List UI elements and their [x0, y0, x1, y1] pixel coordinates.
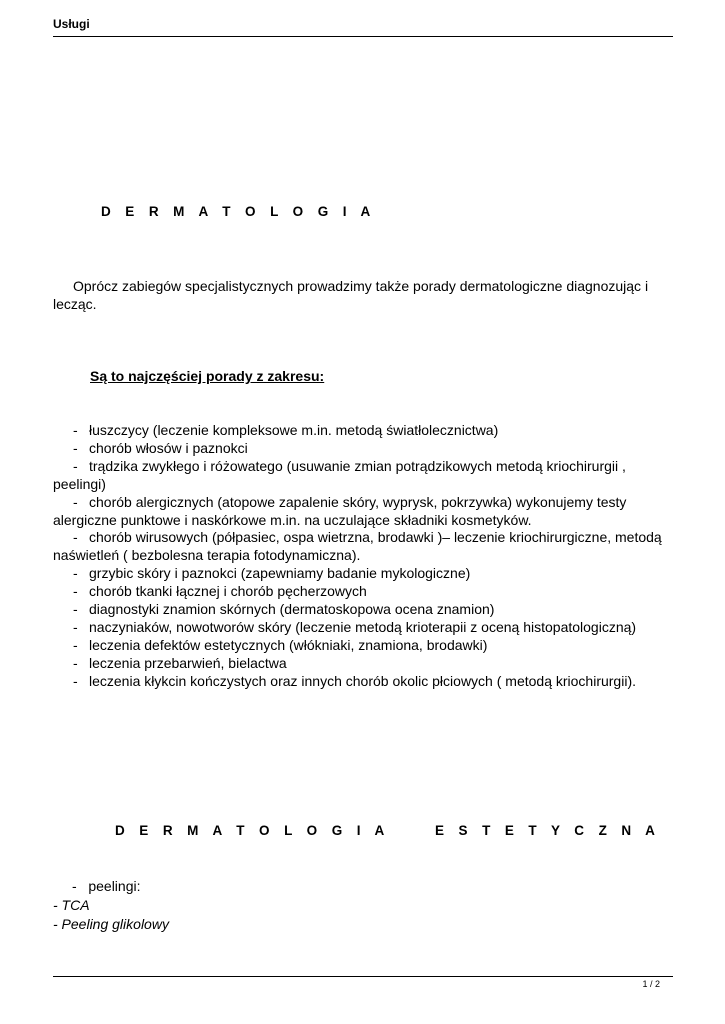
list-dash: - [73, 493, 78, 510]
page-number: 1 / 2 [642, 979, 660, 989]
list-dash: - [73, 618, 78, 635]
peelings-list [53, 877, 169, 934]
page-header-title: Usługi [53, 17, 90, 31]
list-dash: - [73, 439, 78, 456]
list-dash: - [73, 654, 78, 671]
list-item: - łuszczycy (leczenie kompleksowe m.in. metodą światłolecznictwa) [53, 422, 675, 440]
list-dash: - [73, 583, 78, 600]
list-item: - leczenia defektów estetycznych (włókniaki, znamiona, brodawki) [53, 637, 675, 655]
list-item: - naczyniaków, nowotworów skóry (leczenie metodą krioterapii z oceną histopatologiczną) [53, 619, 675, 637]
list-dash: - [73, 601, 78, 618]
list-item: - chorób alergicznych (atopowe zapalenie skóry, wyprysk, pokrzywka) wykonujemy testy alergiczne punktowe i naskórkowe m.in. na uczulające składniki kosmetyków. [53, 493, 627, 528]
list-item: - chorób wirusowych (półpasiec, ospa wietrzna, brodawki )– leczenie kriochirurgiczne, metodą naświetleń ( bezbolesna terapia fotodynamiczna). [53, 529, 662, 564]
intro-paragraph: Oprócz zabiegów specjalistycznych prowadzimy także porady dermatologiczne diagnozując i lecząc. [53, 278, 649, 312]
list-item: - leczenia kłykcin kończystych oraz innych chorób okolic płciowych ( metodą kriochirurgii). [53, 673, 675, 691]
list-subheading: Są to najczęściej porady z zakresu: [90, 368, 325, 384]
list-subitem-peeling-glikolowy: - Peeling glikolowy [53, 916, 169, 932]
list-dash: - [73, 422, 78, 438]
list-item: - grzybic skóry i paznokci (zapewniamy badanie mykologiczne) [53, 565, 675, 583]
list-item: - leczenia przebarwień, bielactwa [53, 655, 675, 673]
list-item: - chorób tkanki łącznej i chorób pęcherzowych [53, 583, 675, 601]
list-item: - chorób włosów i paznokci [53, 440, 675, 458]
section-heading-dermatologia: D E R M A T O L O G I A [101, 204, 376, 219]
list-dash: - [73, 529, 78, 546]
list-item: - diagnostyki znamion skórnych (dermatoskopowa ocena znamion) [53, 601, 675, 619]
footer-rule [53, 976, 673, 977]
list-dash: - [73, 565, 78, 582]
list-subitem-tca: - TCA [53, 897, 90, 913]
list-dash: - [73, 636, 78, 653]
list-dash: - [73, 457, 78, 474]
list-dash: - [73, 672, 78, 689]
header-rule [53, 36, 673, 37]
services-list [53, 422, 675, 691]
list-item-peelingi: - peelingi: [72, 878, 141, 894]
section-heading-dermatologia-estetyczna: D E R M A T O L O G I A E S T E T Y C Z N A [115, 823, 661, 838]
list-item: - trądzika zwykłego i różowatego (usuwanie zmian potrądzikowych metodą kriochirurgii , peelingi) [53, 457, 626, 492]
